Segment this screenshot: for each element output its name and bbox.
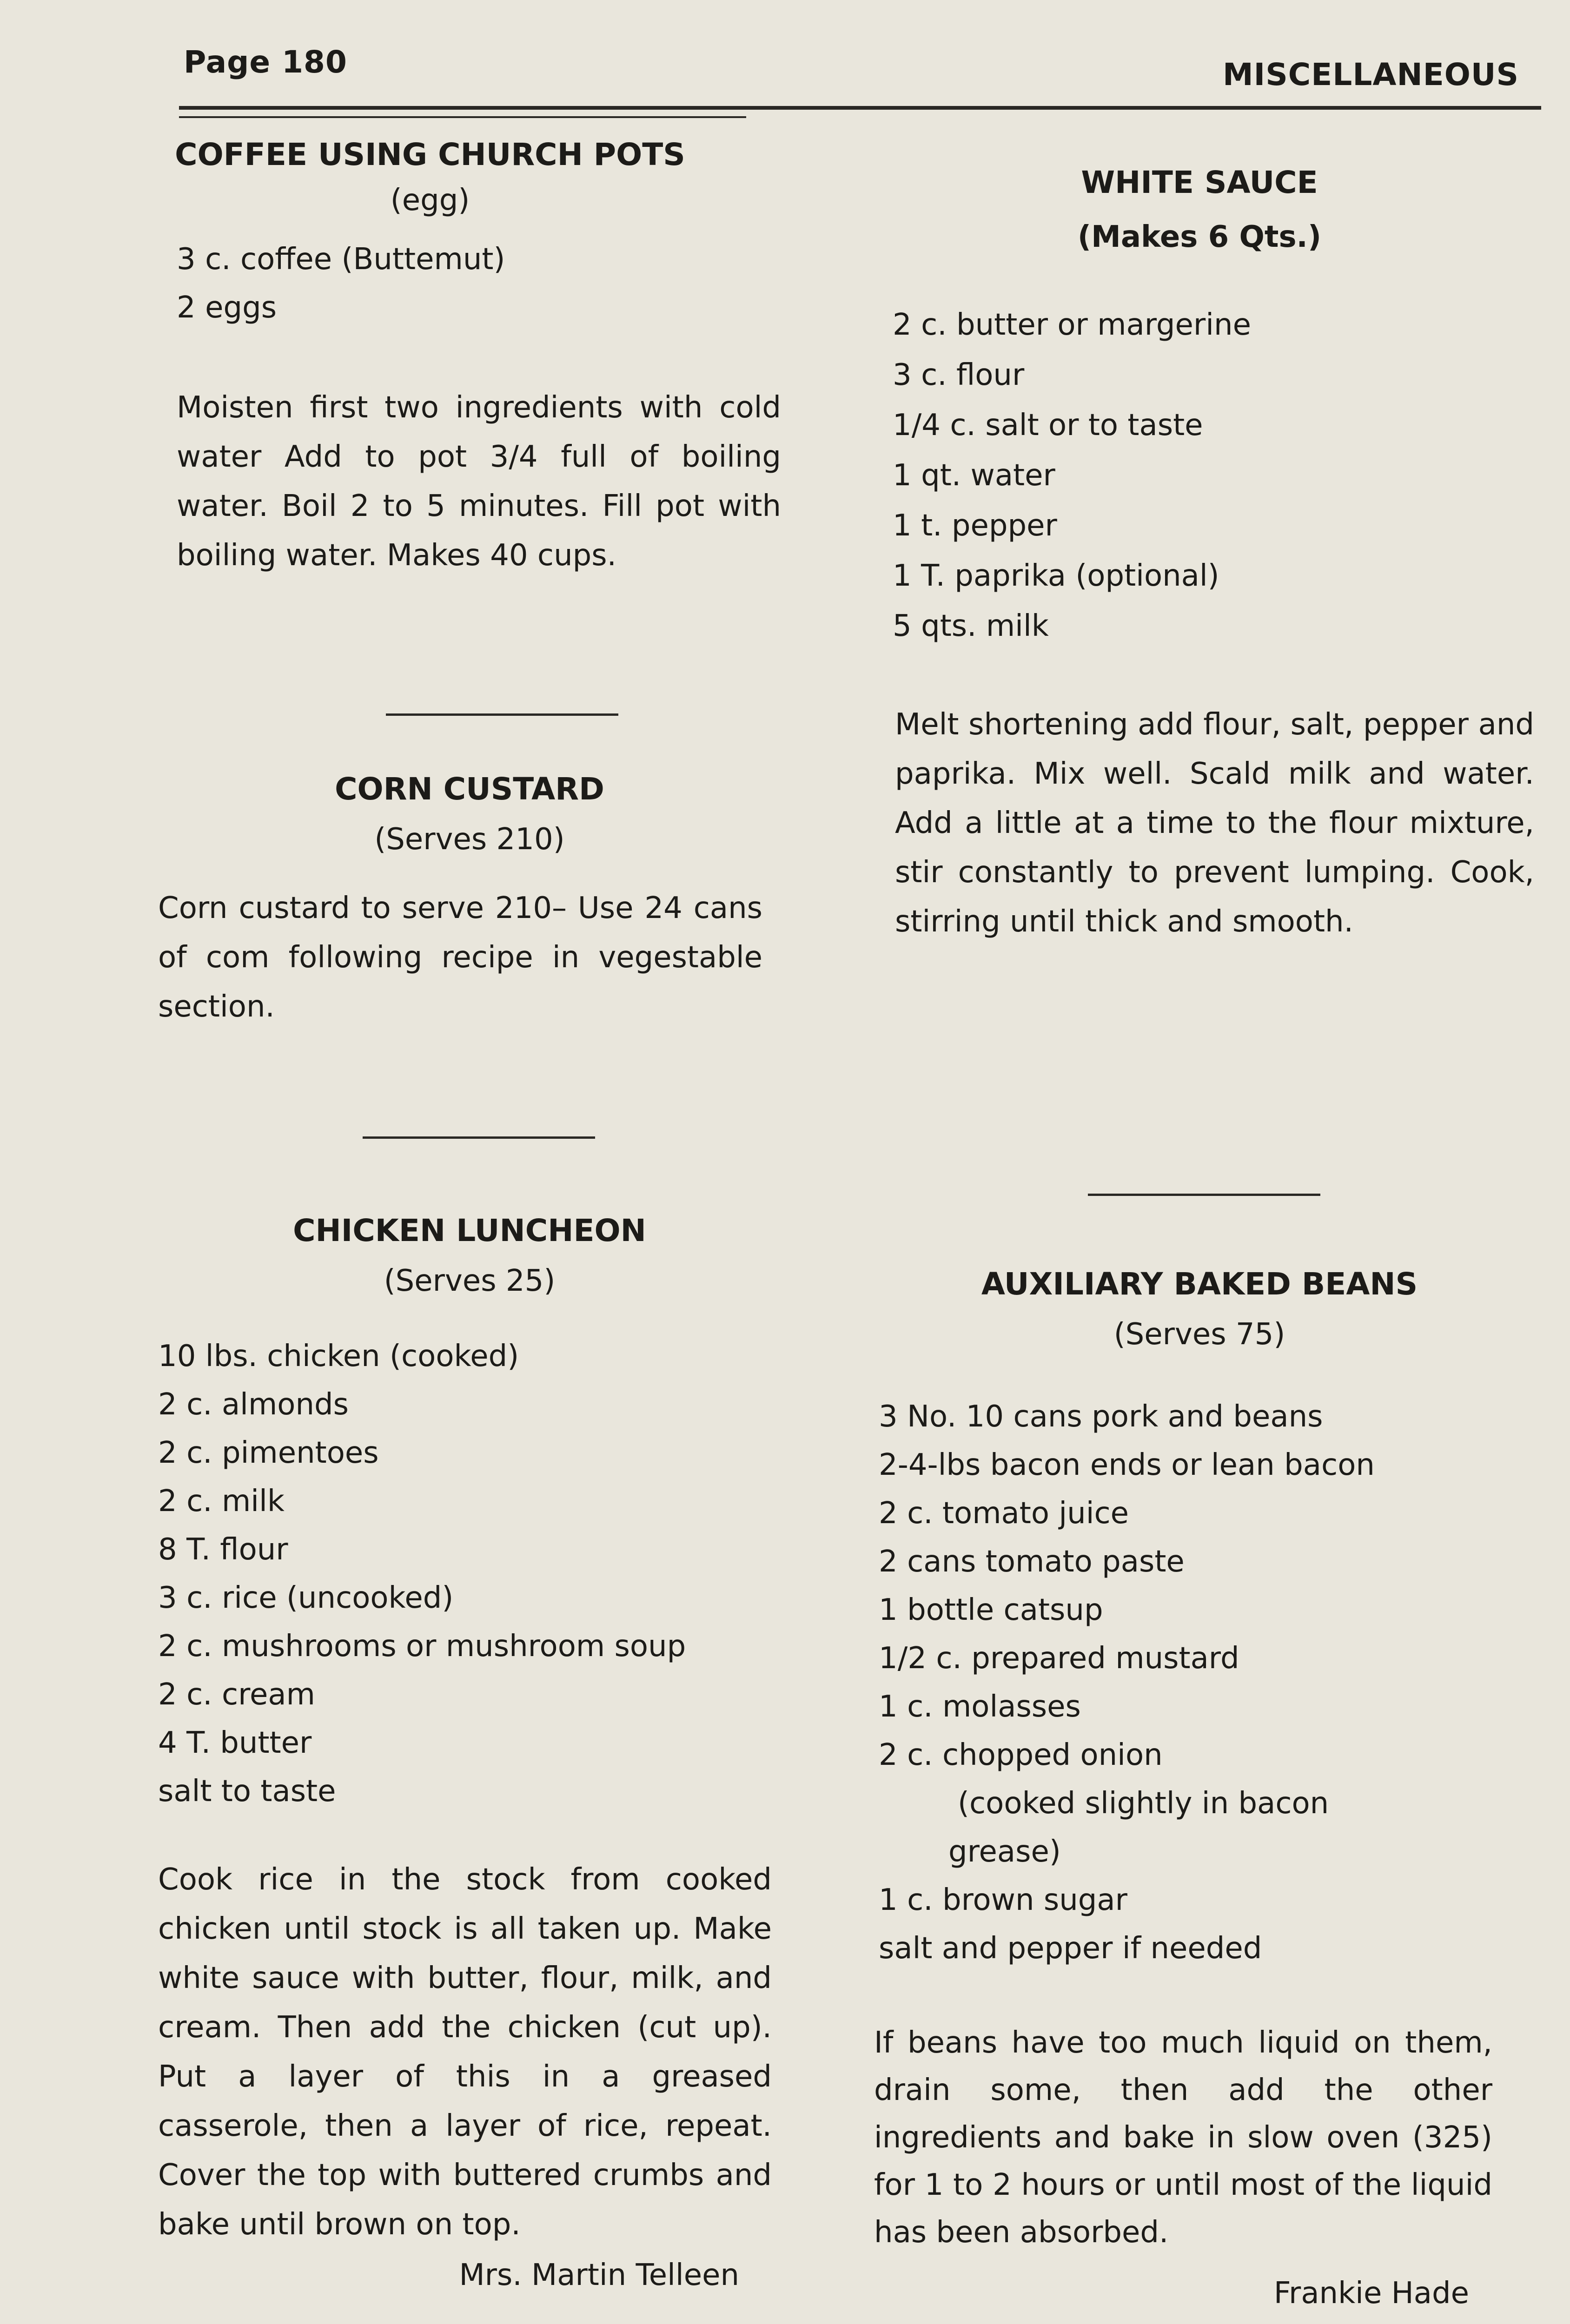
ingredient: 3 c. flour [893, 358, 1025, 392]
ingredient: 2 c. almonds [158, 1387, 349, 1422]
recipe-title: CHICKEN LUNCHEON [293, 1213, 646, 1248]
directions: Cook rice in the stock from cooked chicken until stock is all taken up. Make white sauce with butter, flour, milk, and cream. Then add the chicken (cut up). Put a layer of this in a greased casserole, then a layer of rice, repeat. Cover the top with buttered crumbs and bake until brown on top. [158, 1862, 772, 2242]
ingredient: 5 qts. milk [893, 609, 1049, 643]
directions: Moisten first two ingredients with cold water Add to pot 3/4 full of boiling water. Boil 2 to 5 minutes. Fill pot with boiling water. Makes 40 cups. [177, 390, 781, 573]
recipe-title: CORN CUSTARD [335, 771, 604, 807]
ingredient: 2 cans tomato paste [879, 1545, 1185, 1579]
recipe-subtitle: (Makes 6 Qts.) [1077, 220, 1322, 254]
recipe-subtitle: (Serves 25) [384, 1264, 556, 1298]
ingredient: 2 c. cream [158, 1677, 315, 1712]
ingredient: 3 No. 10 cans pork and beans [879, 1400, 1323, 1434]
ingredient: 1 bottle catsup [879, 1593, 1103, 1627]
directions: Corn custard to serve 210– Use 24 cans of com following recipe in vegestable section. [158, 891, 762, 1024]
ingredient: 1/4 c. salt or to taste [893, 408, 1203, 442]
ingredient: 2 c. tomato juice [879, 1496, 1129, 1531]
recipe-coffee [158, 130, 809, 580]
ingredient: 8 T. flour [158, 1532, 288, 1567]
ingredient: 2 c. pimentoes [158, 1436, 379, 1470]
ingredient: salt to taste [158, 1774, 336, 1809]
divider [386, 713, 618, 716]
recipe-subtitle: (egg) [390, 183, 470, 218]
author: Frankie Hade [1273, 2276, 1469, 2311]
ingredient: 1/2 c. prepared mustard [879, 1641, 1239, 1676]
recipe-subtitle: (Serves 75) [1113, 1317, 1285, 1352]
ingredient: 2 c. milk [158, 1484, 285, 1519]
ingredient: (cooked slightly in bacon [958, 1786, 1329, 1821]
ingredient: 1 c. brown sugar [879, 1883, 1127, 1917]
divider [1088, 1194, 1320, 1196]
directions: If beans have too much liquid on them, drain some, then add the other ingredients and bake in slow oven (325) for 1 to 2 hours or until most of the liquid has been absorbed. [874, 2026, 1492, 2250]
divider [363, 1136, 595, 1139]
ingredient: 3 c. rice (uncooked) [158, 1581, 454, 1615]
recipe-baked-beans [865, 1260, 1516, 2317]
left-column [158, 0, 809, 2324]
section-title: MISCELLANEOUS [1223, 57, 1519, 92]
recipe-white-sauce [865, 156, 1534, 946]
ingredient: 1 c. molasses [879, 1690, 1081, 1724]
page-number: Page 180 [184, 44, 347, 80]
right-column [865, 0, 1534, 2324]
ingredient: 2 c. butter or margerine [893, 308, 1251, 342]
ingredient: salt and pepper if needed [879, 1931, 1262, 1966]
ingredient: 3 c. coffee (Buttemut) [177, 242, 505, 277]
ingredient: 2-4-lbs bacon ends or lean bacon [879, 1448, 1375, 1482]
ingredient: 4 T. butter [158, 1726, 312, 1760]
recipe-corn-custard [158, 765, 781, 1031]
ingredient: 1 T. paprika (optional) [893, 559, 1219, 593]
ingredient: 2 c. mushrooms or mushroom soup [158, 1629, 686, 1664]
recipe-subtitle: (Serves 210) [374, 822, 565, 857]
ingredient: 1 t. pepper [893, 508, 1057, 543]
ingredient: 2 eggs [177, 290, 277, 325]
recipe-title: WHITE SAUCE [1081, 165, 1318, 200]
recipe-title: AUXILIARY BAKED BEANS [981, 1266, 1418, 1302]
ingredient: grease) [948, 1835, 1061, 1869]
recipe-title: COFFEE USING CHURCH POTS [175, 137, 685, 172]
ingredient: 10 lbs. chicken (cooked) [158, 1339, 519, 1373]
directions: Melt shortening add flour, salt, pepper and paprika. Mix well. Scald milk and water. Add a little at a time to the flour mixture, stir constantly to prevent lumping. Cook, stirring until thick and smooth. [895, 707, 1534, 939]
ingredient: 2 c. chopped onion [879, 1738, 1163, 1772]
recipe-chicken-luncheon [158, 1206, 781, 2298]
ingredient: 1 qt. water [893, 458, 1055, 493]
author: Mrs. Martin Telleen [459, 2258, 739, 2292]
